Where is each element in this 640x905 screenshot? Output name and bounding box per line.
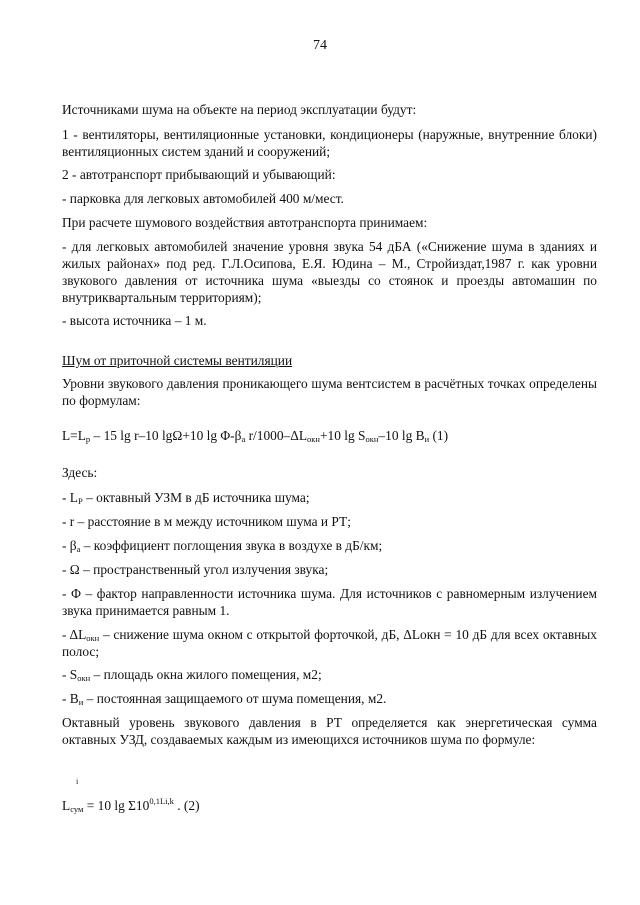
formula-1: $L=L_р - 15$ lg r–10 lgΩ+10 $\lg \Phi-\beta_а$ $r/1000-\Delta L_{окн}+10$ $\lg S_{окн}-10$ $\lg B_и$ (1) [62,428,449,444]
definition-delta-L: - $\Delta L_{окн}$ – снижение шума окном с открытой форточкой, дБ, ΔLокн = 10 дБ для всех октавных полос; [62,627,597,659]
formula-2-index: i [76,777,79,786]
definition-S: - $S_{окн}$ – площадь окна жилого помещения, м2; [62,667,322,683]
definition-phi: - Φ – фактор направленности источника шума. Для источников с равномерным излучением звука принимается равным 1. [62,586,597,618]
formula-2: $L_{сум} = 10$ $\lg \Sigma 10^{0,1Li,k}$ . (2) [62,796,200,814]
octave-paragraph: Октавный уровень звукового давления в РТ определяется как энергетическая сумма октавных УЗД, создаваемых каждым из имеющихся источников шума по формуле: [62,715,597,747]
source-1-paragraph: 1 - вентиляторы, вентиляционные установки, кондиционеры (наружные, внутренние блоки) вентиляционных систем зданий и сооружений; [62,127,597,159]
parking-paragraph: - парковка для легковых автомобилей 400 м/мест. [62,191,344,206]
page-number: 74 [313,38,327,53]
definition-r: - r – расстояние в м между источником шума и РТ; [62,514,351,529]
source-2-paragraph: 2 - автотранспорт прибывающий и убывающий: [62,167,336,182]
definition-L: - $L_Р$ – октавный УЗМ в дБ источника шума; [62,490,310,506]
ventilation-heading: Шум от приточной системы вентиляции [62,353,293,368]
definition-omega: - Ω – пространственный угол излучения звука; [62,562,329,577]
definition-B: - $B_и$ – постоянная защищаемого от шума помещения, м2. [62,691,387,707]
cars-level-paragraph: - для легковых автомобилей значение уровня звука 54 дБА («Снижение шума в зданиях и жилых районах» под ред. Г.Л.Осипова, Е.Я. Юдина – М., Стройиздат,1987 г. как уровни звукового давления от источника шума «выезды со стоянок и проезды автомашин по внутриквартальным территориям); [62,239,597,305]
here-label: Здесь: [62,465,98,480]
source-height-paragraph: - высота источника – 1 м. [62,313,207,328]
vent-levels-paragraph: Уровни звукового давления проникающего шума вентсистем в расчётных точках определены по формулам: [62,376,597,408]
definition-beta: - $\beta_а$ – коэффициент поглощения звука в воздухе в дБ/км; [62,538,383,554]
calc-intro-paragraph: При расчете шумового воздействия автотранспорта принимаем: [62,215,428,230]
intro-paragraph: Источниками шума на объекте на период эксплуатации будут: [62,102,417,117]
